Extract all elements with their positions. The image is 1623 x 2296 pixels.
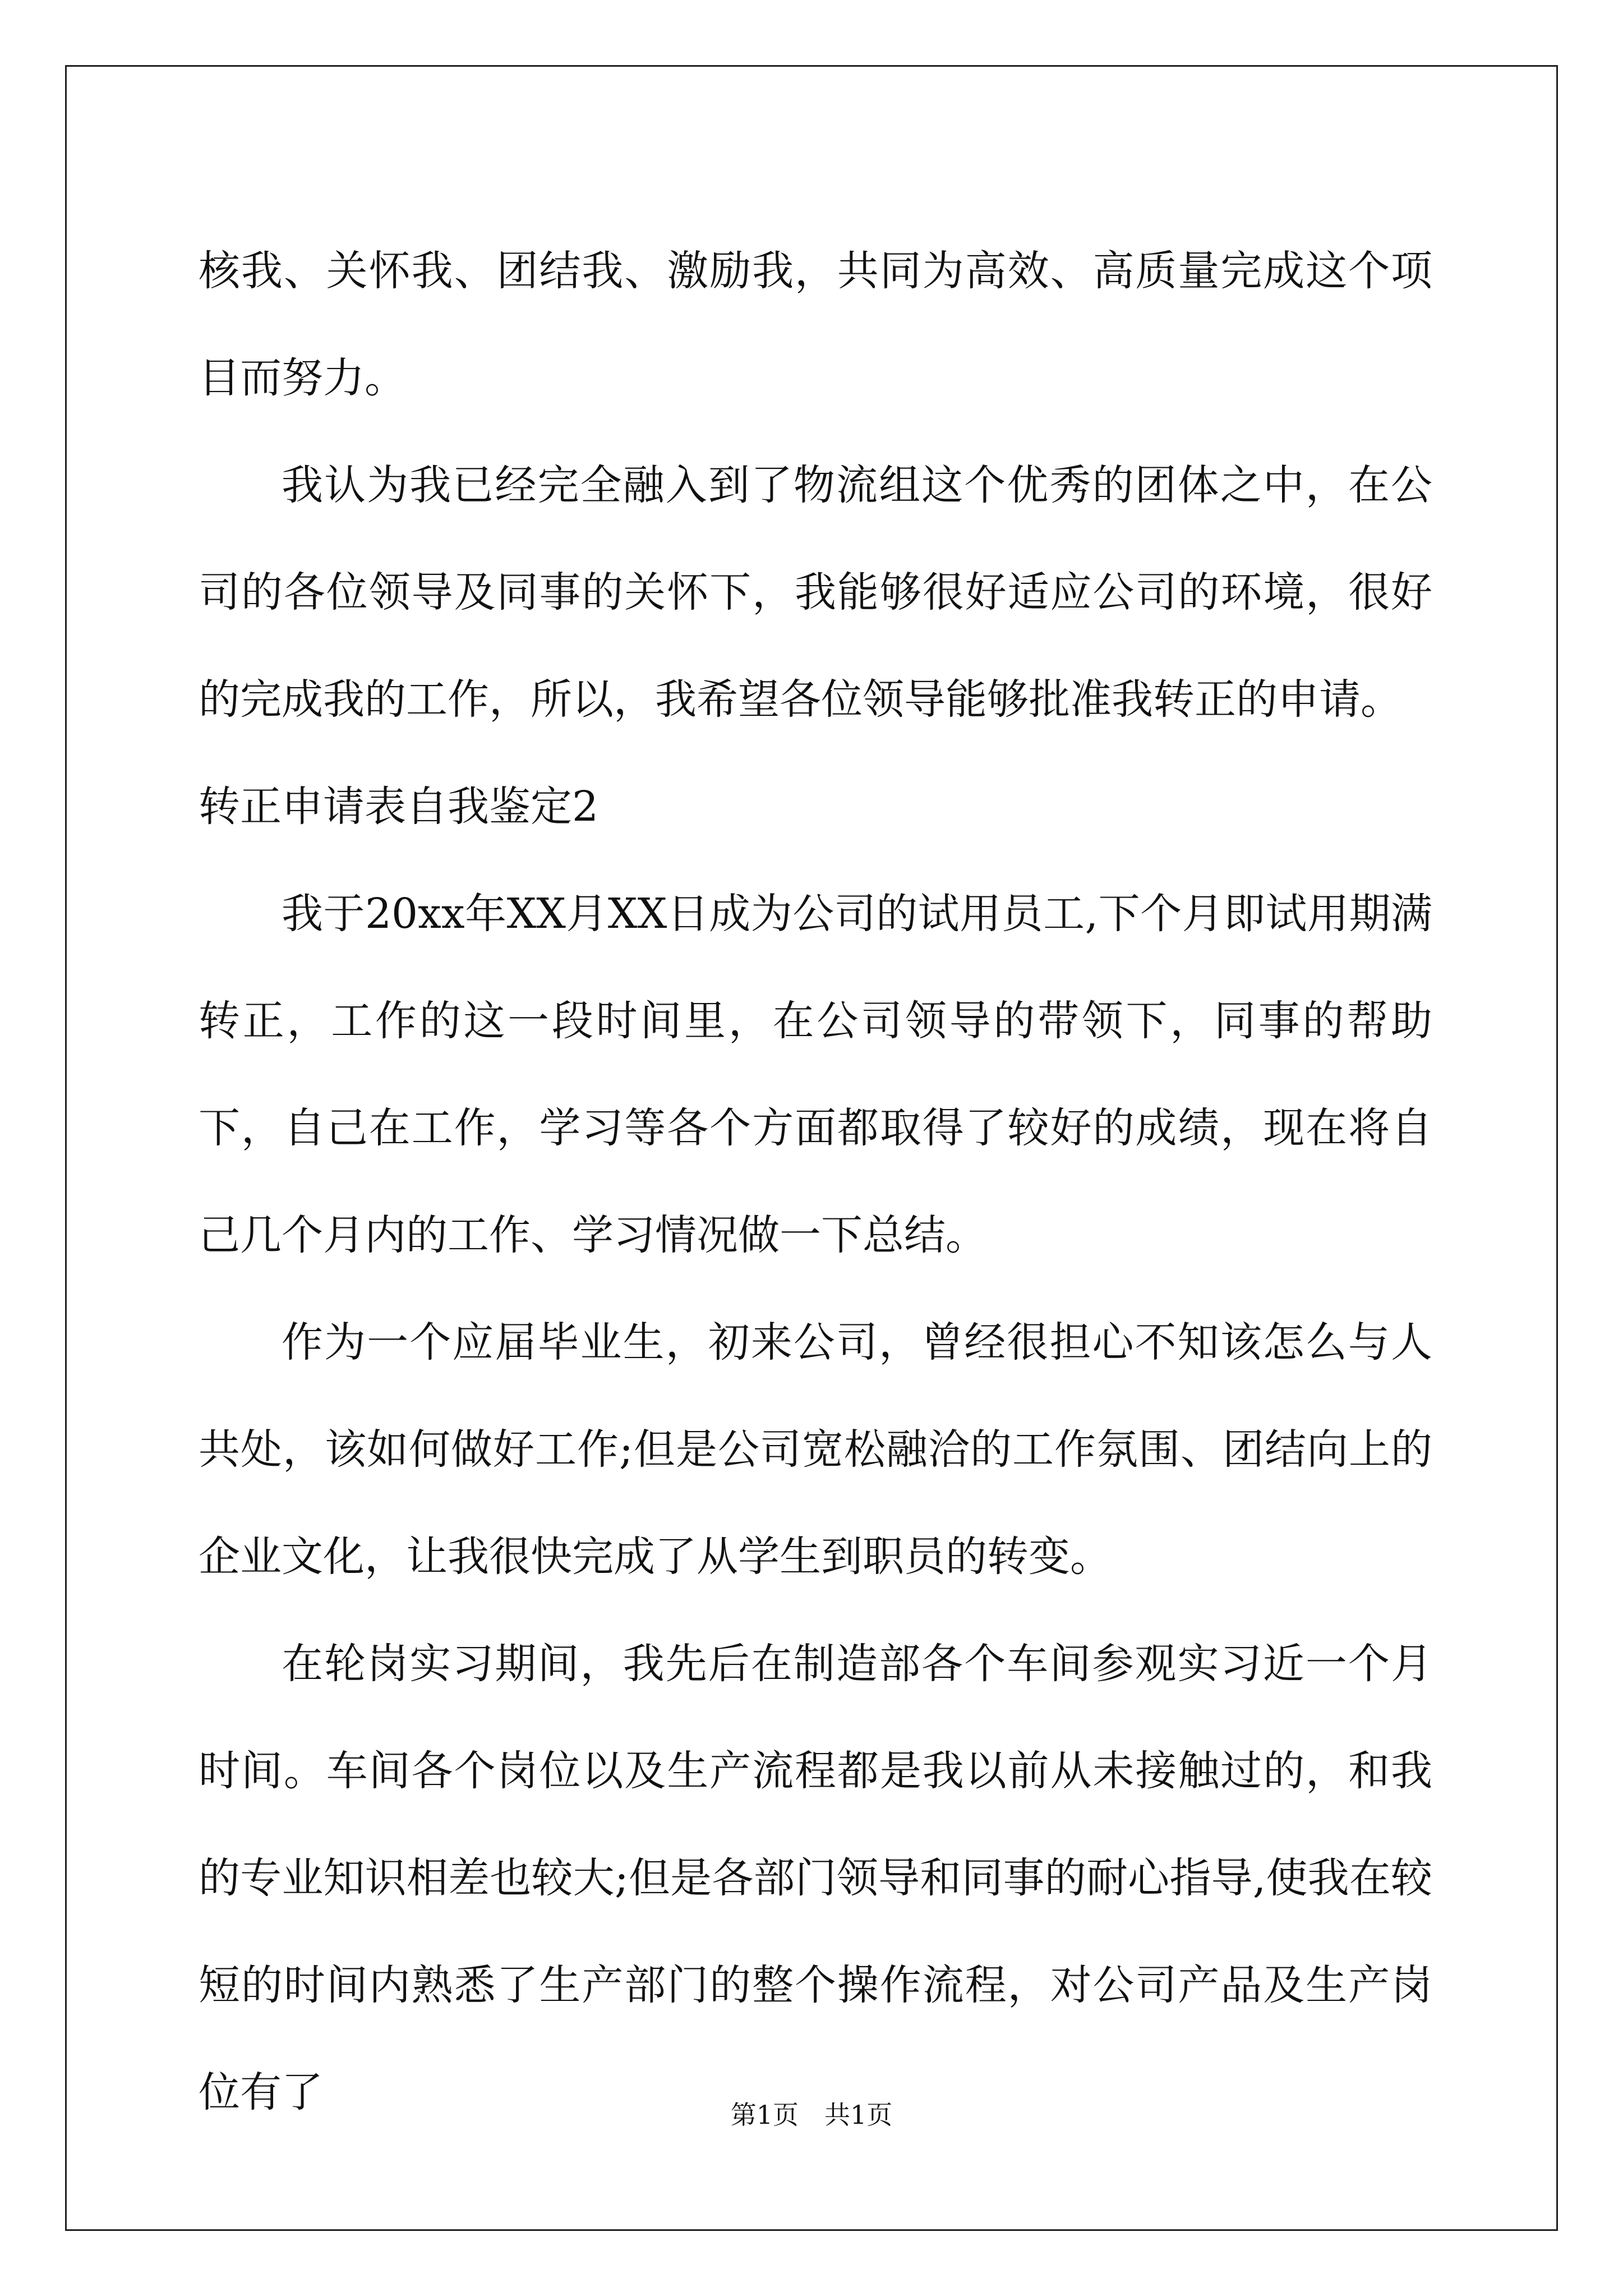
section-heading: 转正申请表自我鉴定2 [199,783,599,831]
section-paragraph-1: 我于20xx年XX月XX日成为公司的试用员工,下个月即试用期满转正，工作的这一段时间里，在公司领导的带领下，同事的帮助下，自己在工作，学习等各个方面都取得了较好的成绩，现在将自己几个月内的工作、学习情况做一下总结。 [199,890,1432,1259]
section-paragraph-2: 作为一个应届毕业生，初来公司，曾经很担心不知该怎么与人共处，该如何做好工作;但是公司宽松融洽的工作氛围、团结向上的企业文化，让我很快完成了从学生到职员的转变。 [199,1318,1432,1581]
page-footer: 第1页 共1页 [730,2100,893,2130]
section-paragraph-3: 在轮岗实习期间，我先后在制造部各个车间参观实习近一个月时间。车间各个岗位以及生产流程都是我以前从未接触过的，和我的专业知识相差也较大;但是各部门领导和同事的耐心指导,使我在较短的时间内熟悉了生产部门的整个操作流程，对公司产品及生产岗位有了 [199,1640,1432,2116]
paragraph-1: 核我、关怀我、团结我、激励我，共同为高效、高质量完成这个项目而努力。 [199,247,1432,402]
document-body [199,218,1432,2146]
paragraph-2: 我认为我已经完全融入到了物流组这个优秀的团体之中，在公司的各位领导及同事的关怀下，我能够很好适应公司的环境，很好的完成我的工作，所以，我希望各位领导能够批准我转正的申请。 [199,461,1432,724]
